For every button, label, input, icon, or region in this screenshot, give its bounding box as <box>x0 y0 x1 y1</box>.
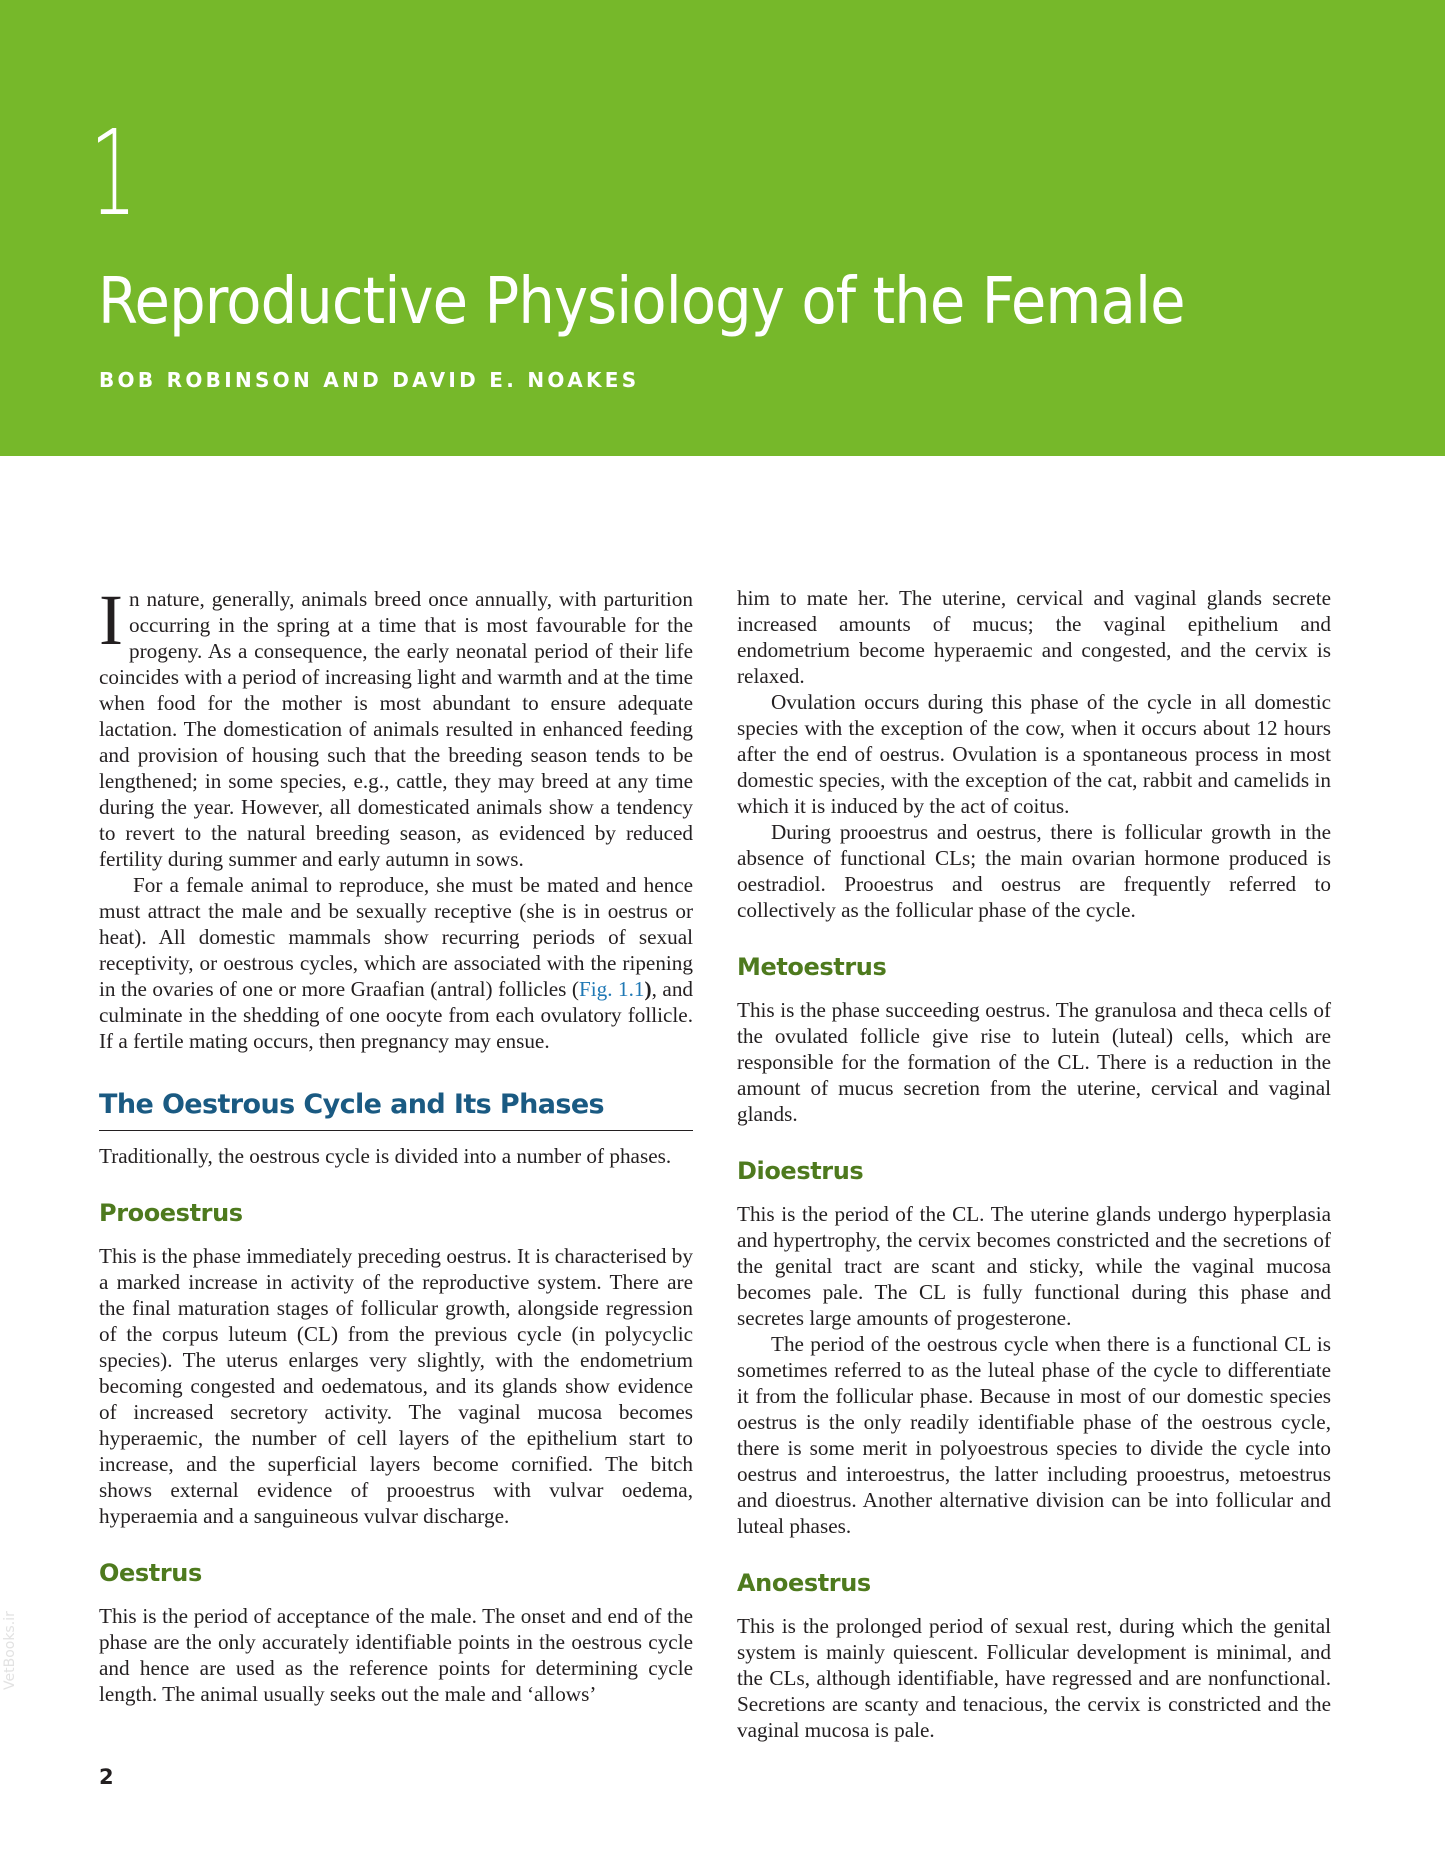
dioestrus-text: This is the period of the CL. The uterine glands undergo hyperplasia and hypertrophy, the cervix becomes constricted and the secretions of the genital tract are scant and sticky, while the vaginal mucosa becomes pale. The CL is fully functional during this phase and secretes large amounts of progesterone. <box>737 1202 1331 1330</box>
intro-paragraph-2-end: , and culminate in the shedding of one oocyte from each ovulatory follicle. If a fertile mating occurs, then pregnancy may ensue. <box>99 977 694 1053</box>
section-intro: Traditionally, the oestrous cycle is divided into a number of phases. <box>99 1144 672 1168</box>
right-column <box>737 585 1331 1743</box>
oestrus-text: This is the period of acceptance of the male. The onset and end of the phase are the only accurately identifiable points in the oestrous cycle and hence are used as the reference points for determining cycle length. The animal usually seeks out the male and ‘allows’ <box>99 1604 693 1706</box>
chapter-title: Reproductive Physiology of the Female <box>98 265 1185 339</box>
prooestrus-heading: Prooestrus <box>99 1199 243 1227</box>
section-heading: The Oestrous Cycle and Its Phases <box>99 1088 693 1131</box>
oestrus-heading: Oestrus <box>99 1559 202 1587</box>
chapter-number: 1 <box>90 104 137 242</box>
ovulation-paragraph: Ovulation occurs during this phase of the cycle in all domestic species with the exception of the cow, when it occurs about 12 hours after the end of oestrus. Ovulation is a spontaneous process in most domestic species, with the exception of the cat, rabbit and camelids in which it is induced by the act of coitus. <box>737 690 1331 818</box>
intro-paragraph-1 <box>99 580 693 872</box>
watermark: VetBooks.ir <box>2 1611 18 1690</box>
prooestrus-text: This is the phase immediately preceding oestrus. It is characterised by a marked increase in activity of the reproductive system. There are the final maturation stages of follicular growth, alongside regression of the corpus luteum (CL) from the previous cycle (in polycyclic species). The uterus enlarges very slightly, with the endometrium becoming congested and oedematous, and its glands show evidence of increased secretory activity. The vaginal mucosa becomes hyperaemic, the number of cell layers of the epithelium start to increase, and the superficial layers become cornified. The bitch shows external evidence of prooestrus with vulvar oedema, hyperaemia and a sanguineous vulvar discharge. <box>99 1244 693 1528</box>
metoestrus-heading: Metoestrus <box>737 953 887 981</box>
left-column <box>99 580 694 1707</box>
luteal-phase-paragraph: The period of the oestrous cycle when there is a functional CL is sometimes referred to as the luteal phase of the cycle to differentiate it from the follicular phase. Because in most of our domestic species oestrus is the only readily identifiable phase of the oestrous cycle, there is some merit in polyoestrous species to divide the cycle into oestrus and interoestrus, the latter including prooestrus, metoestrus and dioestrus. Another alternative division can be into follicular and luteal phases. <box>737 1332 1331 1538</box>
oestrus-text-continued: him to mate her. The uterine, cervical and vaginal glands secrete increased amounts of mucus; the vaginal epithelium and endometrium become hyperaemic and congested, and the cervix is relaxed. <box>737 586 1331 688</box>
follicular-phase-paragraph: During prooestrus and oestrus, there is follicular growth in the absence of functional CLs; the main ovarian hormone produced is oestradiol. Prooestrus and oestrus are frequently referred to collectively as the follicular phase of the cycle. <box>737 820 1331 922</box>
chapter-banner <box>0 0 1445 456</box>
figure-link-close: ) <box>644 977 652 1001</box>
intro-paragraph-2 <box>99 872 693 1054</box>
chapter-authors: BOB ROBINSON AND DAVID E. NOAKES <box>99 368 640 392</box>
anoestrus-heading: Anoestrus <box>737 1569 871 1597</box>
metoestrus-text: This is the phase succeeding oestrus. The granulosa and theca cells of the ovulated follicle give rise to lutein (luteal) cells, which are responsible for the formation of the CL. There is a reduction in the amount of mucus secretion from the uterine, cervical and vaginal glands. <box>737 998 1331 1126</box>
dioestrus-heading: Dioestrus <box>737 1157 864 1185</box>
anoestrus-text: This is the prolonged period of sexual rest, during which the genital system is mainly quiescent. Follicular development is minimal, and the CLs, although identifiable, have regressed and are nonfunctional. Secretions are scanty and tenacious, the cervix is constricted and the vaginal mucosa is pale. <box>737 1614 1331 1742</box>
page-number: 2 <box>99 1765 114 1789</box>
intro-paragraph-1-text: n nature, generally, animals breed once annually, with parturition occurring in the spring at a time that is most favourable for the progeny. As a consequence, the early neonatal period of their life coincides with a period of increasing light and warmth and at the time when food for the mother is most abundant to ensure adequate lactation. The domestication of animals resulted in enhanced feeding and provision of housing such that the breeding season tends to be lengthened; in some species, e.g., cattle, they may breed at any time during the year. However, all domesticated animals show a tendency to revert to the natural breeding season, as evidenced by reduced fertility during summer and early autumn in sows. <box>99 587 693 871</box>
drop-cap: I <box>99 580 123 660</box>
figure-link[interactable]: Fig. 1.1 <box>578 977 645 1001</box>
intro-paragraph-2-text: For a female animal to reproduce, she must be mated and hence must attract the male and be sexually receptive (she is in oestrus or heat). All domestic mammals show recurring periods of sexual receptivity, or oestrous cycles, which are associated with the ripening in the ovaries of one or more Graafian (antral) follicles ( <box>99 873 693 1001</box>
